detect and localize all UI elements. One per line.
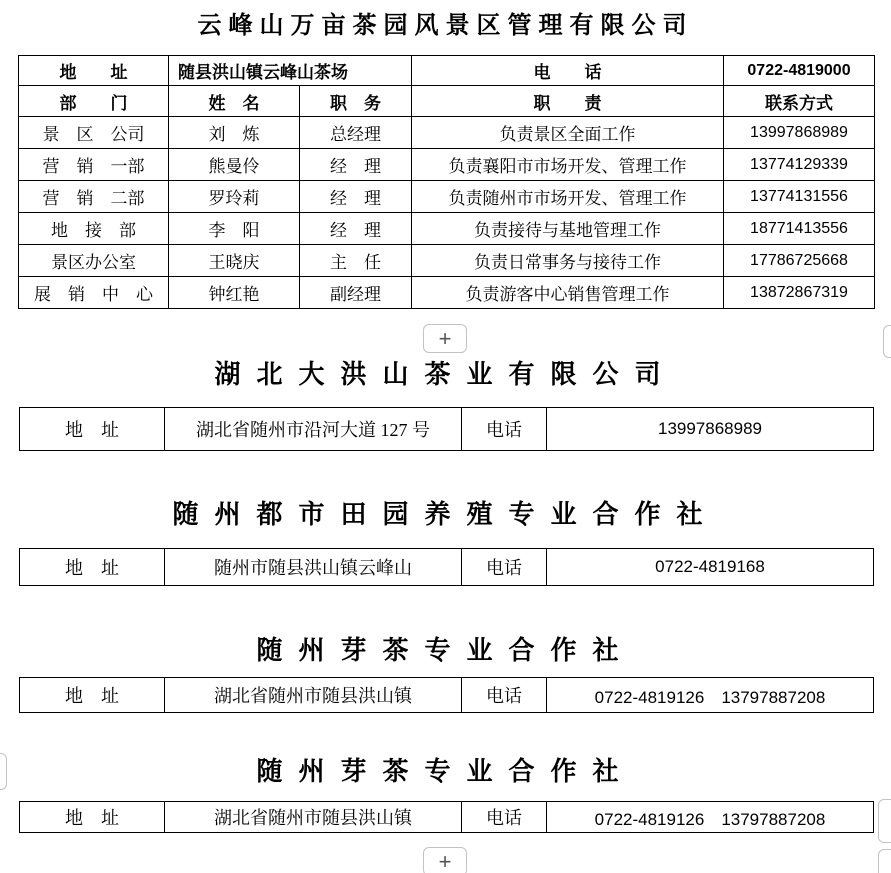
name-cell: 王晓庆	[169, 245, 300, 277]
contact-cell: 13774129339	[724, 149, 875, 181]
phone-cell: 0722-4819168	[547, 549, 874, 586]
staff-row	[19, 213, 875, 245]
company3-contact-table	[19, 548, 874, 586]
insert-table-button[interactable]: +	[423, 324, 467, 353]
position-cell: 经 理	[300, 181, 412, 213]
duty-cell: 负责随州市市场开发、管理工作	[412, 181, 724, 213]
name-cell: 罗玲莉	[169, 181, 300, 213]
address-label-cell: 地 址	[20, 549, 165, 586]
position-header-cell: 职 务	[300, 86, 412, 117]
position-cell: 总经理	[300, 117, 412, 149]
address-cell: 湖北省随州市随县洪山镇	[165, 802, 462, 833]
staff-row	[19, 117, 875, 149]
contact-cell: 17786725668	[724, 245, 875, 277]
address-cell: 湖北省随州市沿河大道 127 号	[165, 408, 462, 451]
contact-cell: 13872867319	[724, 277, 875, 309]
duty-cell: 负责游客中心销售管理工作	[412, 277, 724, 309]
company5-contact-table	[19, 801, 874, 833]
company3-title: 随州都市田园养殖专业合作社	[172, 500, 719, 529]
header-row	[19, 86, 875, 117]
address-label-cell: 地 址	[20, 802, 165, 833]
edge-button-right-bottom[interactable]	[878, 849, 891, 873]
dept-cell: 营 销 二部	[19, 181, 169, 213]
dept-cell: 营 销 一部	[19, 149, 169, 181]
contact-cell: 13997868989	[724, 117, 875, 149]
phone-label-cell: 电话	[462, 549, 547, 586]
dept-cell: 展 销 中 心	[19, 277, 169, 309]
info-row	[19, 56, 875, 86]
company2-contact-table	[19, 407, 874, 451]
address-cell: 随县洪山镇云峰山茶场	[169, 56, 412, 86]
duty-cell: 负责日常事务与接待工作	[412, 245, 724, 277]
duty-cell: 负责襄阳市市场开发、管理工作	[412, 149, 724, 181]
phone-cell: 0722-4819126 13797887208	[547, 678, 874, 713]
address-label-cell: 地 址	[20, 408, 165, 451]
phone-label-cell: 电话	[462, 408, 547, 451]
name-cell: 钟红艳	[169, 277, 300, 309]
company1-contact-table	[18, 55, 875, 309]
name-header-cell: 姓 名	[169, 86, 300, 117]
contact-header-cell: 联系方式	[724, 86, 875, 117]
duty-cell: 负责接待与基地管理工作	[412, 213, 724, 245]
info-row	[20, 549, 874, 586]
edge-button-right-middle[interactable]	[878, 799, 891, 843]
address-label-cell: 地 址	[20, 678, 165, 713]
company2-title: 湖北大洪山茶业有限公司	[214, 360, 677, 389]
staff-row	[19, 181, 875, 213]
insert-table-button-bottom[interactable]: +	[423, 847, 467, 873]
position-cell: 主 任	[300, 245, 412, 277]
position-cell: 经 理	[300, 213, 412, 245]
info-row	[20, 408, 874, 451]
name-cell: 熊曼伶	[169, 149, 300, 181]
phone-label-cell: 电 话	[412, 56, 724, 86]
phone-cell: 13997868989	[547, 408, 874, 451]
info-row	[20, 802, 874, 833]
phone-cell: 0722-4819000	[724, 56, 875, 86]
staff-row	[19, 149, 875, 181]
name-cell: 李 阳	[169, 213, 300, 245]
company1-title: 云峰山万亩茶园风景区管理有限公司	[197, 13, 694, 39]
dept-cell: 地 接 部	[19, 213, 169, 245]
duty-header-cell: 职 责	[412, 86, 724, 117]
phone-label-cell: 电话	[462, 802, 547, 833]
duty-cell: 负责景区全面工作	[412, 117, 724, 149]
dept-cell: 景 区 公司	[19, 117, 169, 149]
company4-title: 随州芽茶专业合作社	[256, 636, 635, 665]
contact-cell: 13774131556	[724, 181, 875, 213]
position-cell: 经 理	[300, 149, 412, 181]
name-cell: 刘 炼	[169, 117, 300, 149]
dept-header-cell: 部 门	[19, 86, 169, 117]
address-cell: 随州市随县洪山镇云峰山	[165, 549, 462, 586]
staff-row	[19, 245, 875, 277]
info-row	[20, 678, 874, 713]
company5-title: 随州芽茶专业合作社	[256, 757, 635, 786]
phone-cell: 0722-4819126 13797887208	[547, 802, 874, 833]
position-cell: 副经理	[300, 277, 412, 309]
staff-row	[19, 277, 875, 309]
contact-cell: 18771413556	[724, 213, 875, 245]
phone-label-cell: 电话	[462, 678, 547, 713]
address-cell: 湖北省随州市随县洪山镇	[165, 678, 462, 713]
address-label-cell: 地 址	[19, 56, 169, 86]
dept-cell: 景区办公室	[19, 245, 169, 277]
company4-contact-table	[19, 677, 874, 713]
